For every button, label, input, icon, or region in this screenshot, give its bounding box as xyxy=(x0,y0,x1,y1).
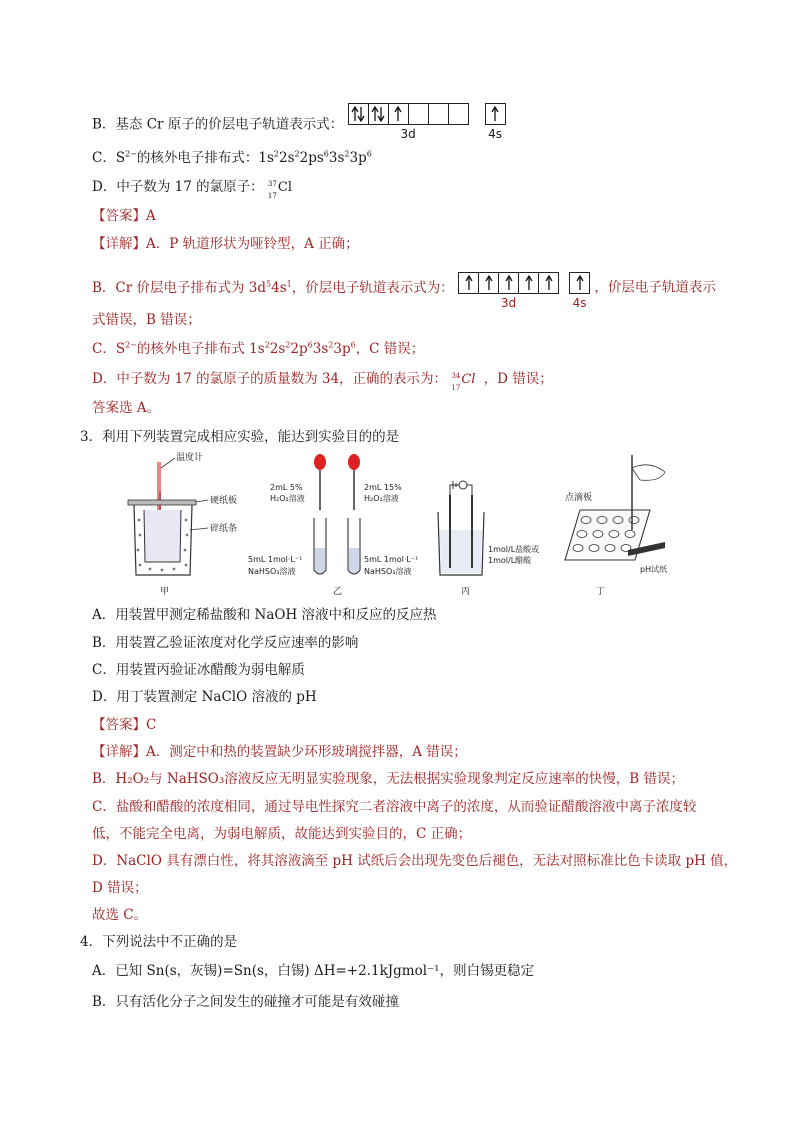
orbital-box xyxy=(499,273,519,293)
svg-text:5mL 1mol·L⁻¹: 5mL 1mol·L⁻¹ xyxy=(364,555,419,564)
chlorine-37-nuclide: 37 17 Cl xyxy=(267,179,292,200)
orbital-box xyxy=(479,273,499,293)
electron-arrow-icon xyxy=(350,105,366,123)
q4-stem: 4．下列说法中不正确的是 xyxy=(80,934,238,950)
electron-arrow-icon xyxy=(481,274,497,292)
detail-d-text: D．中子数为 17 的氯原子的质量数为 34，正确的表示为： xyxy=(92,371,448,387)
orbital-4s-boxes xyxy=(485,103,506,125)
q3-stem: 3．利用下列装置完成相应实验，能达到实验目的的是 xyxy=(80,429,400,445)
q2-option-d xyxy=(92,178,296,200)
electron-arrow-icon xyxy=(487,105,503,123)
q3-conclusion: 故选 C。 xyxy=(92,907,148,923)
svg-text:2mL 5%: 2mL 5% xyxy=(270,483,303,492)
q3-detail-c-2: 低，不能完全电离，为弱电解质，故能达到实验目的，C 正确； xyxy=(92,826,472,842)
caption-bing: 丙 xyxy=(461,587,471,597)
svg-text:1mol/L醋酸: 1mol/L醋酸 xyxy=(488,556,532,565)
svg-text:NaHSO₃溶液: NaHSO₃溶液 xyxy=(248,567,296,576)
q3-option-b: B．用装置乙验证浓度对化学反应速率的影响 xyxy=(92,635,359,651)
q3-detail-b: B．H₂O₂与 NaHSO₃溶液反应无明显实验现象，无法根据实验现象判定反应速率的快慢，B 错误； xyxy=(92,771,684,787)
orbital-box xyxy=(519,273,539,293)
apparatus-ding xyxy=(565,455,667,597)
caption-ding: 丁 xyxy=(596,587,606,597)
orbital-box xyxy=(409,104,429,124)
q4-option-a: A．已知 Sn(s，灰锡)=Sn(s，白锡) ΔH=+2.1kJgmol⁻¹，则白锡更稳定 xyxy=(92,963,535,979)
label-board: 硬纸板 xyxy=(210,496,238,506)
orbital-4s-boxes-correct xyxy=(569,272,590,294)
q4-option-b: B．只有活化分子之间发生的碰撞才可能是有效碰撞 xyxy=(92,994,399,1010)
svg-text:NaHSO₃溶液: NaHSO₃溶液 xyxy=(364,567,412,576)
q2-detail-d xyxy=(92,370,553,392)
q2-answer: 【答案】A xyxy=(92,208,156,224)
detail-a-text: A．P 轨道形状为哑铃型，A 正确； xyxy=(146,236,359,252)
detail-label: 【详解】 xyxy=(92,236,146,252)
q2-option-b xyxy=(92,105,506,145)
q2-option-b-text: B．基态 Cr 原子的价层电子轨道表示式： xyxy=(92,116,344,133)
orbital-label-3d: 3d xyxy=(400,127,416,141)
detail-a-text: A．测定中和热的装置缺少环形玻璃搅拌器，A 错误； xyxy=(146,744,467,760)
q3-detail-d-2: D 错误； xyxy=(92,880,148,896)
electron-arrow-icon xyxy=(541,274,557,292)
svg-text:H₂O₂溶液: H₂O₂溶液 xyxy=(364,494,399,503)
q2-detail-b-cont: 式错误，B 错误； xyxy=(92,312,201,328)
electron-arrow-icon xyxy=(501,274,517,292)
q2-detail-b xyxy=(92,268,716,308)
detail-b-suffix: ，价层电子轨道表示 xyxy=(594,279,716,296)
orbital-label-3d-correct: 3d xyxy=(500,296,517,310)
q3-detail-a xyxy=(92,743,467,761)
svg-text:H₂O₂溶液: H₂O₂溶液 xyxy=(270,494,305,503)
caption-yi: 乙 xyxy=(333,587,343,597)
svg-text:2mL 15%: 2mL 15% xyxy=(364,483,402,492)
electron-arrow-icon xyxy=(521,274,537,292)
apparatus-yi xyxy=(248,454,418,597)
electron-arrow-icon xyxy=(370,105,386,123)
electron-arrow-icon xyxy=(450,105,466,123)
orbital-box xyxy=(539,273,558,293)
q2-conclusion: 答案选 A。 xyxy=(92,400,161,416)
electron-arrow-icon xyxy=(572,274,588,292)
svg-text:点滴板: 点滴板 xyxy=(565,493,593,503)
svg-text:5mL 1mol·L⁻¹: 5mL 1mol·L⁻¹ xyxy=(248,555,303,564)
apparatus-jia xyxy=(128,451,237,597)
orbital-box xyxy=(486,104,505,124)
q3-answer: 【答案】C xyxy=(92,717,157,733)
orbital-box xyxy=(349,104,369,124)
detail-d-suffix: ，D 错误； xyxy=(483,371,553,387)
electron-arrow-icon xyxy=(410,105,426,123)
q3-detail-c-1: C．盐酸和醋酸的浓度相同，通过导电性探究二者溶液中离子的浓度，从而验证醋酸溶液中离子浓度较 xyxy=(92,799,697,815)
q2-option-d-text: D．中子数为 17 的氯原子： xyxy=(92,179,264,195)
q3-detail-d-1: D．NaClO 具有漂白性，将其溶液滴至 pH 试纸后会出现先变色后褪色，无法对照标准比色卡读取 pH 值， xyxy=(92,853,738,869)
q2-detail-c: C．$S^{2-}$的核外电子排布式 $1s^22s^22p^63s^23p^6$，C 错误； xyxy=(92,340,425,357)
orbital-box xyxy=(459,273,479,293)
svg-text:1mol/L盐酸或: 1mol/L盐酸或 xyxy=(488,545,540,554)
orbital-box xyxy=(369,104,389,124)
q3-option-a: A．用装置甲测定稀盐酸和 NaOH 溶液中和反应的反应热 xyxy=(92,607,437,623)
label-thermometer: 温度计 xyxy=(176,453,204,463)
orbital-label-4s-correct: 4s xyxy=(572,296,587,310)
electron-arrow-icon xyxy=(461,274,477,292)
orbital-label-4s: 4s xyxy=(488,127,503,141)
chlorine-34-nuclide: 34 17 Cl xyxy=(451,371,476,392)
orbital-box xyxy=(570,273,589,293)
electron-arrow-icon xyxy=(430,105,446,123)
electron-arrow-icon xyxy=(390,105,406,123)
q3-option-c: C．用装置丙验证冰醋酸为弱电解质 xyxy=(92,662,305,678)
orbital-box xyxy=(449,104,468,124)
q2-option-c: C．$S^{2-}$的核外电子排布式：$1s^22s^22ps^63s^23p^6$ xyxy=(92,149,372,166)
detail-b-prefix: B．Cr 价层电子排布式为 $3d^54s^1$，价层电子轨道表示式为： xyxy=(92,279,454,296)
q3-option-d: D．用丁装置测定 NaClO 溶液的 pH xyxy=(92,689,317,705)
orbital-3d-boxes-correct xyxy=(458,272,559,294)
orbital-box xyxy=(429,104,449,124)
svg-text:pH试纸: pH试纸 xyxy=(640,565,668,574)
q2-detail-a xyxy=(92,235,359,253)
orbital-diagram-correct xyxy=(458,272,590,312)
caption-jia: 甲 xyxy=(160,587,170,597)
apparatus-figure xyxy=(120,450,680,600)
detail-label: 【详解】 xyxy=(92,744,146,760)
orbital-3d-boxes xyxy=(348,103,469,125)
orbital-diagram-cr xyxy=(348,103,506,143)
orbital-box xyxy=(389,104,409,124)
apparatus-bing xyxy=(438,481,539,597)
label-paper: 碎纸条 xyxy=(210,524,238,534)
